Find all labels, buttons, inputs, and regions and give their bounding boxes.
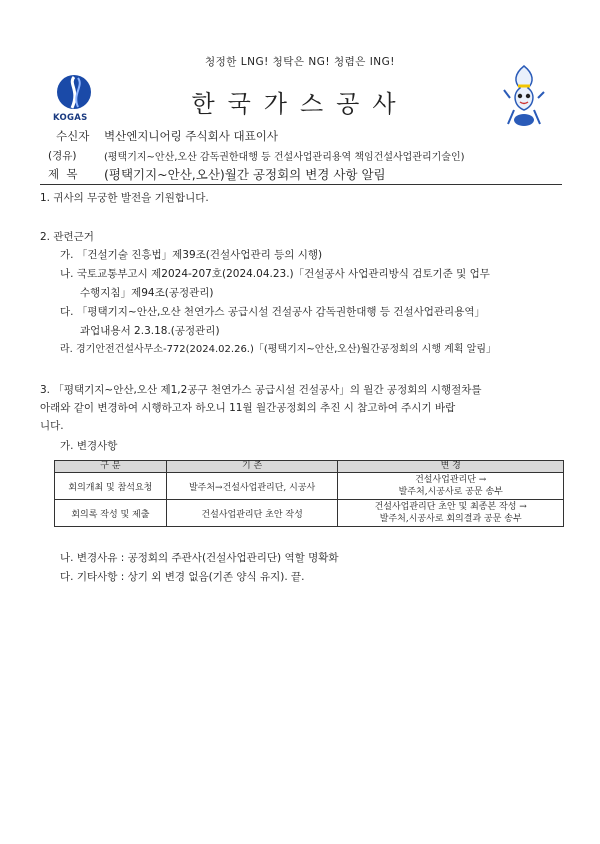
subject: (평택기지~안산,오산)월간 공정회의 변경 사항 알림 [104,167,386,182]
table-header-cell: 변 경 [338,461,564,473]
paragraph-3-line-1: 3. 「평택기지~안산,오산 제1,2공구 천연가스 공급시설 건설공사」의 월간 공정회의 시행절차를 [40,384,482,396]
other-notes: 다. 기타사항 : 상기 외 변경 없음(기존 양식 유지). 끝. [60,571,305,583]
paragraph-3-line-3: 니다. [40,420,64,432]
table-row [55,500,564,527]
table-cell: 회의개최 및 참석요청 [55,473,167,500]
table-cell [338,473,564,500]
header-divider [40,184,562,185]
table-cell [338,500,564,527]
table-row [55,473,564,500]
table-cell: 회의록 작성 및 제출 [55,500,167,527]
changes-subtitle: 가. 변경사항 [60,440,118,452]
table-cell-line: 발주처,시공사로 회의결과 공문 송부 [379,514,522,524]
table-cell: 건설사업관리단 초안 작성 [166,500,338,527]
basis-item-ga: 가. 「건설기술 진흥법」제39조(건설사업관리 등의 시행) [60,249,323,261]
table-header-row [55,461,564,473]
change-reason: 나. 변경사유 : 공정회의 주관사(건설사업관리단) 역할 명확화 [60,552,339,564]
basis-item-da-cont: 과업내용서 2.3.18.(공정관리) [80,325,220,337]
table-cell-line: 발주처,시공사로 공문 송부 [398,487,503,497]
paragraph-3-line-2: 아래와 같이 변경하여 시행하고자 하오니 11월 월간공정회의 추진 시 참고하여 주시기 바랍 [40,402,456,414]
recipient: 벽산엔지니어링 주식회사 대표이사 [104,129,278,143]
organization-name: 한국가스공사 [191,90,409,118]
via-label: (경유) [48,150,77,162]
basis-item-na-cont: 수행지침」제94조(공정관리) [80,287,214,299]
motto: 청정한 LNG! 청탁은 NG! 청렴은 ING! [204,56,396,68]
basis-item-na: 나. 국토교통부고시 제2024-207호(2024.04.23.)「건설공사 사업관리방식 검토기준 및 업무 [60,268,490,280]
mascot-icon [500,64,548,130]
basis-item-da: 다. 「평택기지~안산,오산 천연가스 공급시설 건설공사 감독권한대행 등 건설사업관리용역」 [60,306,485,318]
changes-table [54,460,564,527]
table-header-cell: 구 분 [55,461,167,473]
table-cell: 발주처→건설사업관리단, 시공사 [166,473,338,500]
paragraph-2-title: 2. 관련근거 [40,231,94,243]
table-header-cell: 기 존 [166,461,338,473]
basis-item-ra: 라. 경기안전건설사무소-772(2024.02.26.)「(평택기지~안산,오산)월간공정회의 시행 계획 알림」 [60,344,496,355]
table-cell-line: 건설사업관리단 → [415,475,487,485]
subject-label: 제 목 [48,167,78,181]
table-cell-line: 건설사업관리단 초안 및 최종본 작성 → [374,502,527,512]
logo-text: KOGAS [53,113,88,123]
via: (평택기지~안산,오산 감독권한대행 등 건설사업관리용역 책임건설사업관리기술인) [104,152,465,163]
recipient-label: 수신자 [56,129,90,143]
paragraph-1: 1. 귀사의 무궁한 발전을 기원합니다. [40,192,209,204]
